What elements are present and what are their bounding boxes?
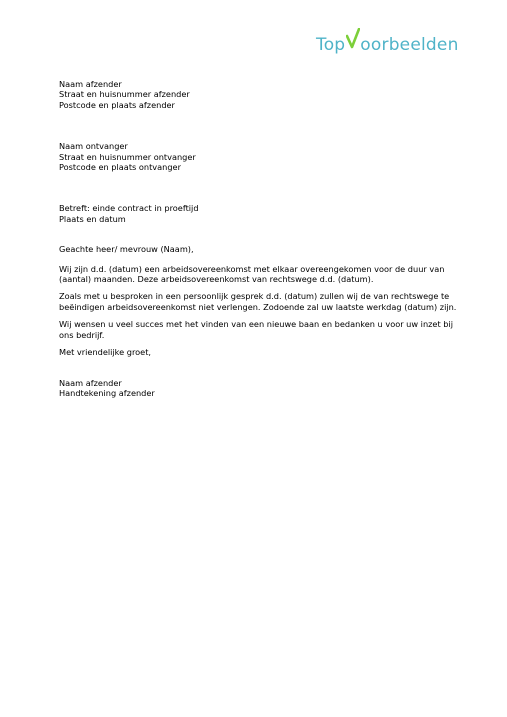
signature-name: Naam afzender [59,377,122,388]
sender-name: Naam afzender [59,79,122,89]
paragraph-2: Zoals met u besproken in een persoonlijk gesprek d.d. (datum) zullen wij de van rechtswege te beëindigen arbeidsovereenkomst niet verlengen. Zodoende zal uw laatste werkdag (datum) zijn. [59,291,457,312]
signature-sign: Handtekening afzender [59,387,155,398]
sender-address [59,79,459,110]
recipient-address [59,141,459,172]
subject-line: Betreft: einde contract in proeftijd [59,203,199,214]
paragraph-1: Wij zijn d.d. (datum) een arbeidsovereenkomst met elkaar overeengekomen voor de duur van (aantal) maanden. Deze arbeidsovereenkomst van rechtswege d.d. (datum). [59,263,445,285]
logo-text-rest: oorbeelden [360,35,459,55]
check-mark-icon [346,30,360,50]
recipient-street: Straat en huisnummer ontvanger [59,151,196,162]
letter-body [59,79,459,398]
recipient-city: Postcode en plaats ontvanger [59,162,181,173]
logo-text-top: Top [316,35,346,55]
recipient-name: Naam ontvanger [59,141,128,152]
sender-city: Postcode en plaats afzender [59,99,175,110]
closing: Met vriendelijke groet, [59,347,152,358]
sender-street: Straat en huisnummer afzender [59,89,190,100]
signature-block [59,378,459,399]
subject-block [59,203,459,224]
topvoorbeelden-logo [316,30,459,56]
paragraph-3: Wij wensen u veel succes met het vinden van een nieuwe baan en bedanken u voor uw inzet bij ons bedrijf. [59,319,454,340]
place-date: Plaats en datum [59,213,126,224]
salutation: Geachte heer/ mevrouw (Naam), [59,244,194,255]
